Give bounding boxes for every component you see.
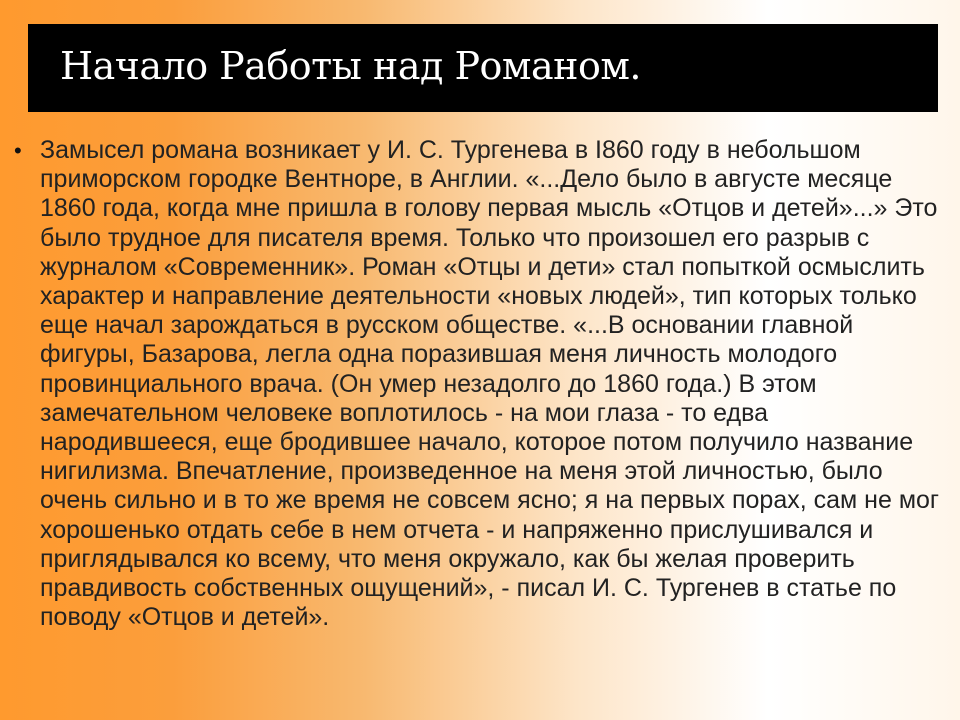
- bullet-icon: •: [14, 138, 22, 163]
- slide-title: Начало Работы над Романом.: [60, 44, 641, 88]
- content-area: [14, 136, 944, 632]
- title-bar: [28, 24, 938, 112]
- body-paragraph: Замысел романа возникает у И. С. Тургенева в I860 году в небольшом приморском городке Вентноре, в Англии. «...Дело было в августе месяце 1860 года, когда мне пришла в голову первая мысль «Отцов и детей»...» Это было трудное для писателя время. Только что произошел его разрыв с журналом «Современник». Роман «Отцы и дети» стал попыткой осмыслить характер и направление деятельности «новых людей», тип которых только еще начал зарождаться в русском обществе. «...В основании главной фигуры, Базарова, легла одна поразившая меня личность молодого провинциального врача. (Он умер незадолго до 1860 года.) В этом замечательном человеке воплотилось - на мои глаза - то едва народившееся, еще бродившее начало, которое потом получило название нигилизма. Впечатление, произведенное на меня этой личностью, было очень сильно и в то же время не совсем ясно; я на первых порах, сам не мог хорошенько отдать себе в нем отчета - и напряженно прислушивался и приглядывался ко всему, что меня окружало, как бы желая проверить правдивость собственных ощущений», - писал И. С. Тургенев в статье по поводу «Отцов и детей».: [40, 136, 940, 632]
